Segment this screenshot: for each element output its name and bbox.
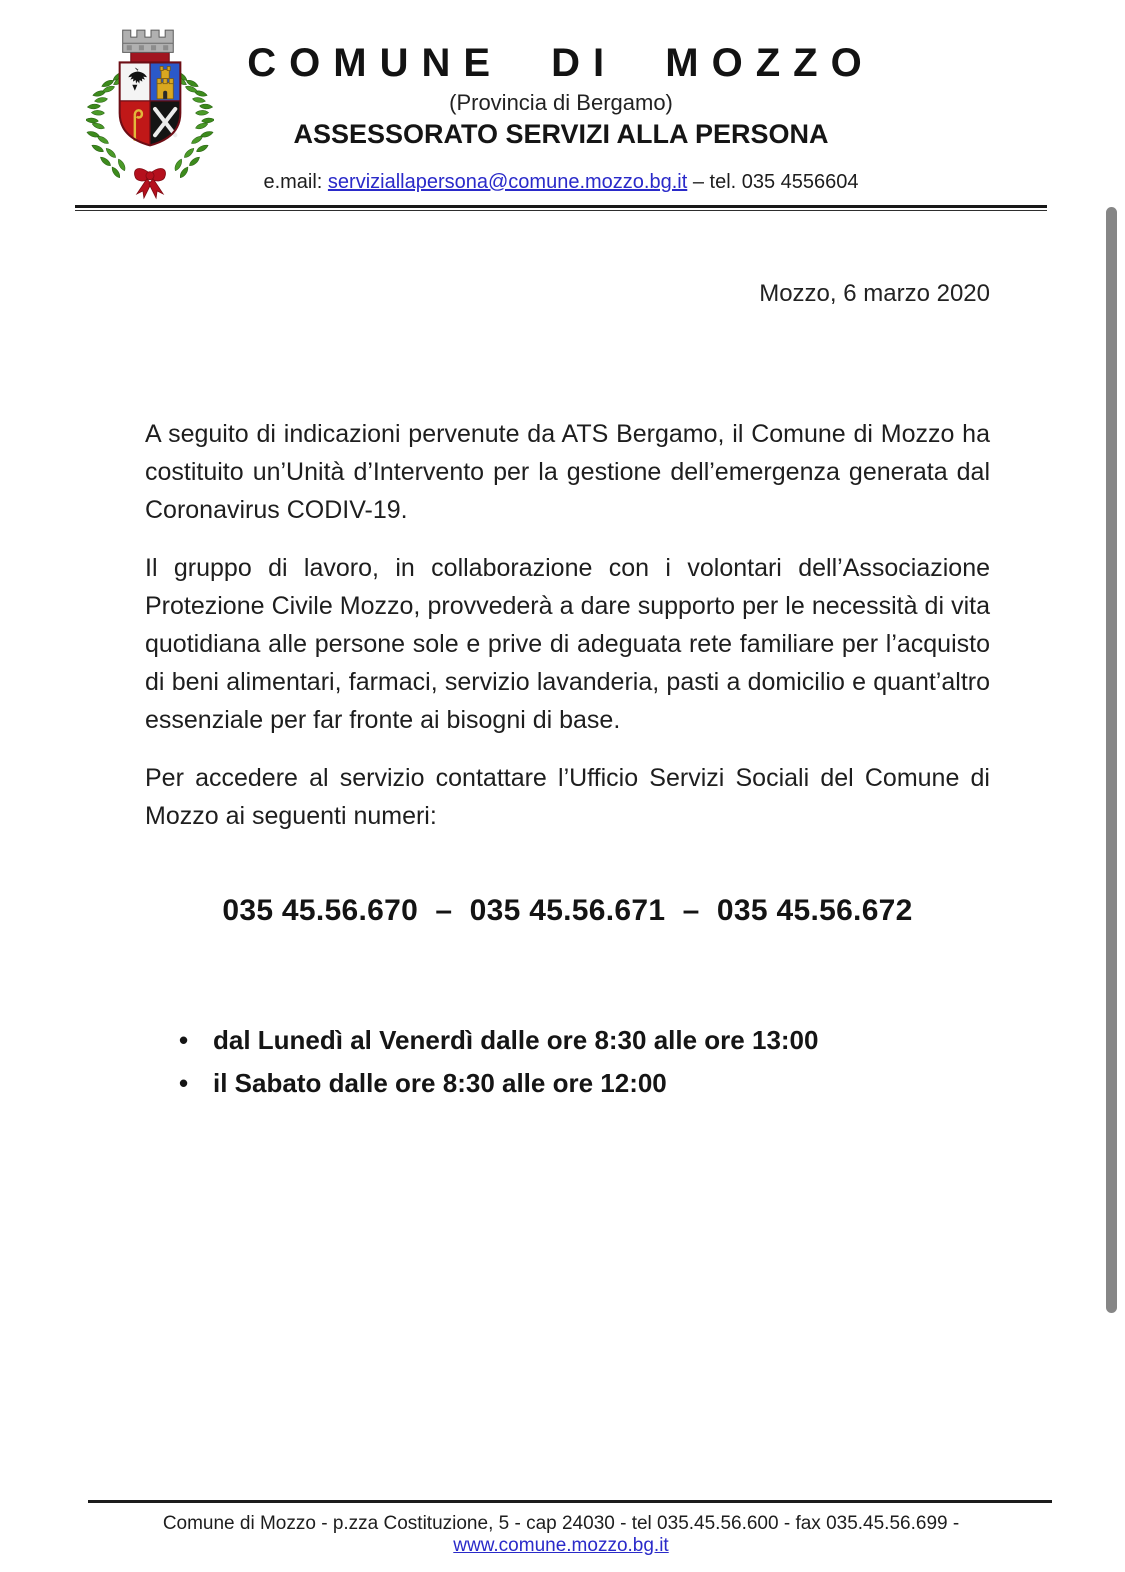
tel-label: – tel. 035 4556604 [687, 171, 859, 193]
letterhead [75, 42, 1047, 194]
letter-body [145, 415, 990, 1105]
paragraph-intro: A seguito di indicazioni pervenute da ATS Bergamo, il Comune di Mozzo ha costituito un’Unità d’Intervento per la gestione dell’emergenza generata dal Coronavirus CODIV-19. [145, 420, 990, 524]
paragraph-contact: Per accedere al servizio contattare l’Ufficio Servizi Sociali del Comune di Mozzo ai seguenti numeri: [145, 764, 990, 830]
footer-text: Comune di Mozzo - p.zza Costituzione, 5 - cap 24030 - tel 035.45.56.600 - fax 035.45.56.699 - [162, 1513, 960, 1534]
department-subtitle: ASSESSORATO SERVIZI ALLA PERSONA [293, 119, 829, 149]
opening-hours-list [145, 1019, 990, 1105]
footer-link[interactable]: www.comune.mozzo.bg.it [453, 1535, 669, 1556]
weekday-hours-label: dal Lunedì al Venerdì dalle ore 8:30 alle ore 13:00 [213, 1025, 819, 1055]
footer-divider [88, 1500, 1052, 1503]
email-link[interactable]: serviziallapersona@comune.mozzo.bg.it [327, 171, 688, 193]
paragraph-workgroup: Il gruppo di lavoro, in collaborazione con i volontari dell’Associazione Protezione Civile Mozzo, provvederà a dare supporto per le necessità di vita quotidiana alle persone sole e prive di adeguata rete familiare per l’acquisto di beni alimentari, farmaci, servizio lavanderia, pasti a domicilio e quant’altro essenziale per far fronte ai bisogni di base. [145, 554, 990, 734]
email-label: e.mail: [263, 171, 328, 193]
header-divider [75, 205, 1047, 211]
scrollbar-thumb[interactable] [1106, 207, 1117, 1313]
list-item-saturday [145, 1062, 990, 1105]
saturday-hours-label: il Sabato dalle ore 8:30 alle ore 12:00 [213, 1068, 667, 1098]
phone-numbers: 035 45.56.670 – 035 45.56.671 – 035 45.56.672 [222, 894, 913, 927]
page-title: COMUNE DI MOZZO [247, 41, 875, 85]
province-subtitle: (Provincia di Bergamo) [449, 90, 673, 115]
list-item-weekdays [145, 1019, 990, 1062]
footer [75, 1513, 1047, 1557]
contact-line [75, 171, 1047, 194]
date-line: Mozzo, 6 marzo 2020 [759, 280, 990, 307]
